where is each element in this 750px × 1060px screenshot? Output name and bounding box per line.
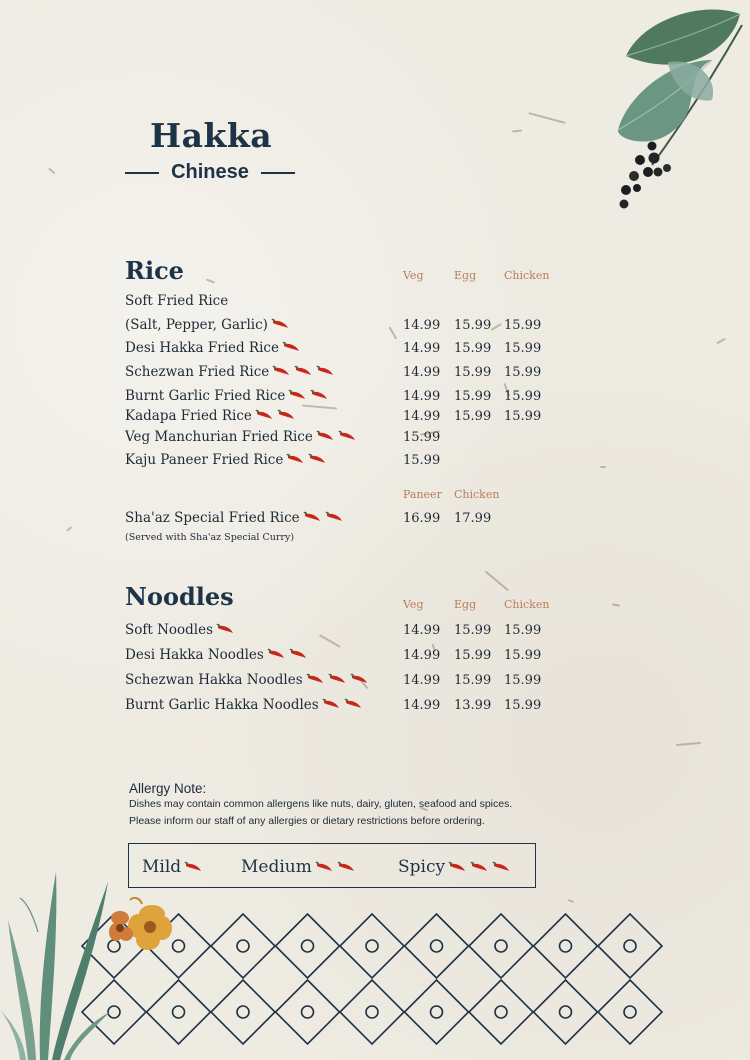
price-veg: 14.99 xyxy=(403,318,441,333)
noodles-section-title: Noodles xyxy=(125,582,234,611)
diamond-dot xyxy=(431,940,443,952)
menu-item-name: Kadapa Fried Rice xyxy=(125,408,296,424)
title-rule-right xyxy=(261,172,295,174)
diamond-dot xyxy=(495,940,507,952)
chili-icon xyxy=(491,860,511,874)
chili-icon xyxy=(270,317,290,331)
chili-icon xyxy=(315,429,335,443)
chili-icon xyxy=(302,510,322,524)
legend-mild: Mild xyxy=(142,857,203,877)
price-egg: 13.99 xyxy=(454,698,492,713)
diamond-shape xyxy=(211,914,275,978)
chili-icon xyxy=(271,364,291,378)
chili-rating xyxy=(313,429,357,445)
diamond-shape xyxy=(405,980,469,1044)
menu-item-name: Veg Manchurian Fried Rice xyxy=(125,429,357,445)
diamond-shape xyxy=(340,980,404,1044)
chili-icon xyxy=(324,510,344,524)
rice-section-title: Rice xyxy=(125,256,184,285)
price-chicken: 15.99 xyxy=(504,623,542,638)
rice-col-chicken: Chicken xyxy=(504,269,550,282)
price-chicken: 15.99 xyxy=(504,673,542,688)
diamond-dot xyxy=(560,940,572,952)
chili-icon xyxy=(183,860,203,874)
menu-item-name: Schezwan Hakka Noodles xyxy=(125,672,369,688)
menu-item-name: Schezwan Fried Rice xyxy=(125,364,335,380)
price-chicken: 15.99 xyxy=(504,318,542,333)
noodles-col-veg: Veg xyxy=(403,598,424,611)
rice-col-veg: Veg xyxy=(403,269,424,282)
chili-icon xyxy=(349,672,369,686)
price-chicken: 15.99 xyxy=(504,698,542,713)
diamond-dot xyxy=(366,1006,378,1018)
chili-icon xyxy=(309,388,329,402)
legend-medium: Medium xyxy=(241,857,356,877)
price-chicken: 15.99 xyxy=(504,341,542,356)
special-item-name: Sha'az Special Fried Rice xyxy=(125,510,344,526)
price-egg: 15.99 xyxy=(454,365,492,380)
diamond-dot xyxy=(366,940,378,952)
chili-rating xyxy=(445,857,511,877)
special-item-note: (Served with Sha'az Special Curry) xyxy=(125,532,295,543)
diamond-dot xyxy=(302,1006,314,1018)
menu-item-name: Burnt Garlic Fried Rice xyxy=(125,388,329,404)
diamond-dot xyxy=(431,1006,443,1018)
diamond-shape xyxy=(276,980,340,1044)
price-veg: 14.99 xyxy=(403,648,441,663)
price-egg: 15.99 xyxy=(454,318,492,333)
diamond-dot xyxy=(624,940,636,952)
allergy-title: Allergy Note: xyxy=(129,781,207,796)
menu-item-subtext: (Salt, Pepper, Garlic) xyxy=(125,317,290,333)
legend-spicy: Spicy xyxy=(398,857,511,877)
chili-icon xyxy=(276,408,296,422)
chili-rating xyxy=(264,647,308,663)
price-veg: 14.99 xyxy=(403,409,441,424)
chili-rating xyxy=(213,622,235,638)
leaf-branch-icon xyxy=(612,0,750,215)
title-rule-left xyxy=(125,172,159,174)
noodles-col-chicken: Chicken xyxy=(504,598,550,611)
price-egg: 15.99 xyxy=(454,673,492,688)
price-veg: 15.99 xyxy=(403,430,441,445)
diamond-dot xyxy=(560,1006,572,1018)
chili-icon xyxy=(337,429,357,443)
chili-icon xyxy=(327,672,347,686)
price-veg: 14.99 xyxy=(403,365,441,380)
chili-icon xyxy=(447,860,467,874)
chili-icon xyxy=(307,452,327,466)
chili-rating xyxy=(279,340,301,356)
chili-rating xyxy=(252,408,296,424)
price-chicken: 17.99 xyxy=(454,511,492,526)
chili-icon xyxy=(315,364,335,378)
diamond-shape xyxy=(469,980,533,1044)
page-title: Hakka xyxy=(150,116,273,155)
chili-rating xyxy=(283,452,327,468)
chili-rating xyxy=(285,388,329,404)
chili-icon xyxy=(321,697,341,711)
diamond-shape xyxy=(211,980,275,1044)
chili-icon xyxy=(285,452,305,466)
diamond-shape xyxy=(276,914,340,978)
chili-icon xyxy=(314,860,334,874)
chili-rating xyxy=(300,510,344,526)
chili-icon xyxy=(305,672,325,686)
price-veg: 14.99 xyxy=(403,623,441,638)
menu-item-name: Desi Hakka Fried Rice xyxy=(125,340,301,356)
price-egg: 15.99 xyxy=(454,409,492,424)
diamond-shape xyxy=(147,980,211,1044)
diamond-shape xyxy=(534,980,598,1044)
allergy-line-2: Please inform our staff of any allergies or dietary restrictions before ordering. xyxy=(129,815,485,827)
special-col-paneer: Paneer xyxy=(403,488,442,501)
grass-leaves-icon xyxy=(0,872,120,1060)
chili-rating xyxy=(181,857,203,877)
price-chicken: 15.99 xyxy=(504,365,542,380)
noodles-col-egg: Egg xyxy=(454,598,477,611)
chili-icon xyxy=(287,388,307,402)
price-veg: 14.99 xyxy=(403,341,441,356)
chili-icon xyxy=(215,622,235,636)
diamond-dot xyxy=(624,1006,636,1018)
diamond-dot xyxy=(495,1006,507,1018)
chili-icon xyxy=(336,860,356,874)
chili-rating xyxy=(319,697,363,713)
page-subtitle: Chinese xyxy=(171,161,249,183)
price-egg: 15.99 xyxy=(454,389,492,404)
diamond-dot xyxy=(237,1006,249,1018)
chili-icon xyxy=(281,340,301,354)
price-egg: 15.99 xyxy=(454,341,492,356)
chili-rating xyxy=(268,317,290,333)
price-chicken: 15.99 xyxy=(504,389,542,404)
diamond-dot xyxy=(302,940,314,952)
menu-item-name: Desi Hakka Noodles xyxy=(125,647,308,663)
chili-icon xyxy=(469,860,489,874)
price-veg: 14.99 xyxy=(403,389,441,404)
chili-icon xyxy=(288,647,308,661)
diamond-shape xyxy=(598,980,662,1044)
price-veg: 14.99 xyxy=(403,698,441,713)
price-chicken: 15.99 xyxy=(504,409,542,424)
orange-flower-icon xyxy=(104,892,178,962)
diamond-shape xyxy=(534,914,598,978)
menu-item-name: Burnt Garlic Hakka Noodles xyxy=(125,697,363,713)
chili-icon xyxy=(254,408,274,422)
diamond-shape xyxy=(598,914,662,978)
price-veg: 14.99 xyxy=(403,673,441,688)
chili-icon xyxy=(343,697,363,711)
chili-rating xyxy=(312,857,356,877)
special-col-chicken: Chicken xyxy=(454,488,500,501)
allergy-line-1: Dishes may contain common allergens like nuts, dairy, gluten, seafood and spices. xyxy=(129,798,513,810)
chili-icon xyxy=(266,647,286,661)
berries-icon xyxy=(620,142,672,209)
chili-rating xyxy=(303,672,369,688)
diamond-shape xyxy=(405,914,469,978)
chili-icon xyxy=(293,364,313,378)
price-chicken: 15.99 xyxy=(504,648,542,663)
chili-rating xyxy=(269,364,335,380)
diamond-shape xyxy=(469,914,533,978)
diamond-shape xyxy=(340,914,404,978)
price-egg: 15.99 xyxy=(454,648,492,663)
menu-item-name: Soft Fried Rice xyxy=(125,293,229,309)
menu-item-name: Kaju Paneer Fried Rice xyxy=(125,452,327,468)
price-paneer: 16.99 xyxy=(403,511,441,526)
price-egg: 15.99 xyxy=(454,623,492,638)
price-veg: 15.99 xyxy=(403,453,441,468)
rice-col-egg: Egg xyxy=(454,269,477,282)
diamond-dot xyxy=(237,940,249,952)
menu-item-name: Soft Noodles xyxy=(125,622,235,638)
diamond-dot xyxy=(173,1006,185,1018)
